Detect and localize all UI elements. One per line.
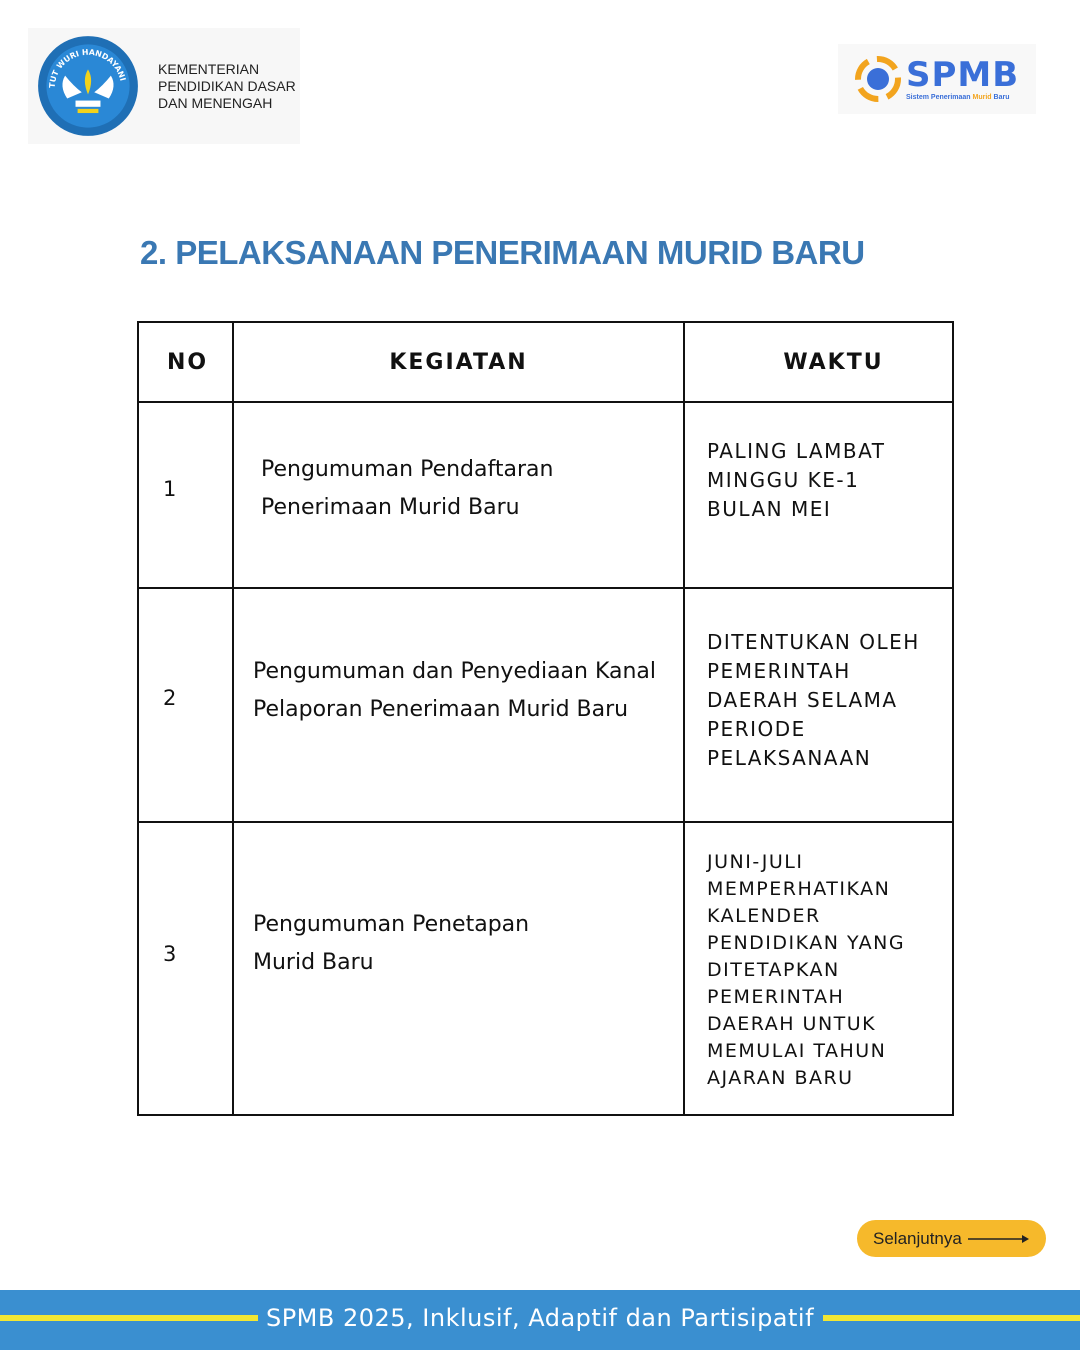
waktu-line: KALENDER — [707, 905, 821, 927]
waktu-line: PALING LAMBAT — [707, 438, 886, 463]
row-kegiatan — [233, 402, 684, 588]
waktu-line: DITETAPKAN — [707, 959, 840, 981]
table-header-row — [138, 322, 953, 402]
waktu-line: JUNI-JULI — [707, 851, 804, 873]
waktu-line: PEMERINTAH — [707, 658, 851, 683]
ministry-name-line-1: KEMENTERIAN — [158, 60, 260, 77]
footer-slogan: SPMB 2025, Inklusif, Adaptif dan Partisipatif — [265, 1304, 815, 1332]
row-no: 2 — [138, 588, 233, 822]
kegiatan-line: Penerimaan Murid Baru — [261, 495, 520, 520]
spmb-tagline — [906, 94, 1019, 101]
spmb-ring-icon — [852, 53, 904, 105]
spmb-tagline-prefix: Sistem Penerimaan — [906, 94, 973, 101]
kegiatan-line: Pengumuman Penetapan — [253, 911, 530, 937]
row-kegiatan — [233, 588, 684, 822]
footer-line-left — [0, 1315, 258, 1321]
ministry-logo-block — [28, 28, 300, 144]
waktu-line: DAERAH UNTUK — [707, 1013, 877, 1035]
emblem-motto: TUT WURI HANDAYANI — [47, 47, 128, 89]
header-waktu: WAKTU — [684, 322, 953, 402]
table-row — [138, 588, 953, 822]
waktu-line: BULAN MEI — [707, 496, 832, 521]
waktu-line: PENDIDIKAN YANG — [707, 932, 906, 954]
waktu-line: DAERAH SELAMA — [707, 687, 898, 712]
row-waktu — [684, 588, 953, 822]
schedule-table — [137, 321, 954, 1116]
row-waktu — [684, 822, 953, 1115]
next-button[interactable] — [857, 1220, 1046, 1257]
spmb-brand — [906, 57, 1019, 101]
row-no: 3 — [138, 822, 233, 1115]
ministry-name-line-3: DAN MENENGAH — [158, 94, 273, 111]
kegiatan-line: Pelaporan Penerimaan Murid Baru — [253, 697, 629, 722]
waktu-line: MINGGU KE-1 — [707, 467, 860, 492]
kegiatan-line: Pengumuman Pendaftaran — [261, 457, 554, 482]
next-button-label: Selanjutnya — [873, 1228, 962, 1248]
header-no: NO — [138, 322, 233, 402]
page-title: 2. PELAKSANAAN PENERIMAAN MURID BARU — [140, 234, 865, 271]
header-kegiatan: KEGIATAN — [233, 322, 684, 402]
spmb-tagline-accent: Murid — [972, 94, 992, 101]
tut-wuri-handayani-emblem-icon — [36, 34, 140, 138]
footer-banner — [0, 1290, 1080, 1350]
table-row — [138, 822, 953, 1115]
ministry-name — [158, 61, 298, 112]
waktu-line: PEMERINTAH — [707, 986, 845, 1008]
spmb-logo — [838, 44, 1036, 114]
waktu-line: PERIODE — [707, 716, 806, 741]
waktu-line: AJARAN BARU — [707, 1067, 854, 1089]
table-row — [138, 402, 953, 588]
row-no: 1 — [138, 402, 233, 588]
waktu-line: MEMULAI TAHUN — [707, 1040, 887, 1062]
ministry-name-line-2: PENDIDIKAN DASAR — [158, 77, 296, 94]
waktu-line: DITENTUKAN OLEH — [707, 629, 920, 654]
footer-line-right — [823, 1315, 1080, 1321]
kegiatan-line: Pengumuman dan Penyediaan Kanal — [253, 659, 657, 684]
waktu-line: PELAKSANAAN — [707, 745, 872, 770]
spmb-logo-text: SPMB — [906, 55, 1020, 95]
kegiatan-line: Murid Baru — [253, 949, 374, 975]
row-kegiatan — [233, 822, 684, 1115]
spmb-tagline-suffix: Baru — [991, 94, 1010, 101]
waktu-line: MEMPERHATIKAN — [707, 878, 891, 900]
row-waktu — [684, 402, 953, 588]
arrow-right-icon — [968, 1233, 1030, 1245]
